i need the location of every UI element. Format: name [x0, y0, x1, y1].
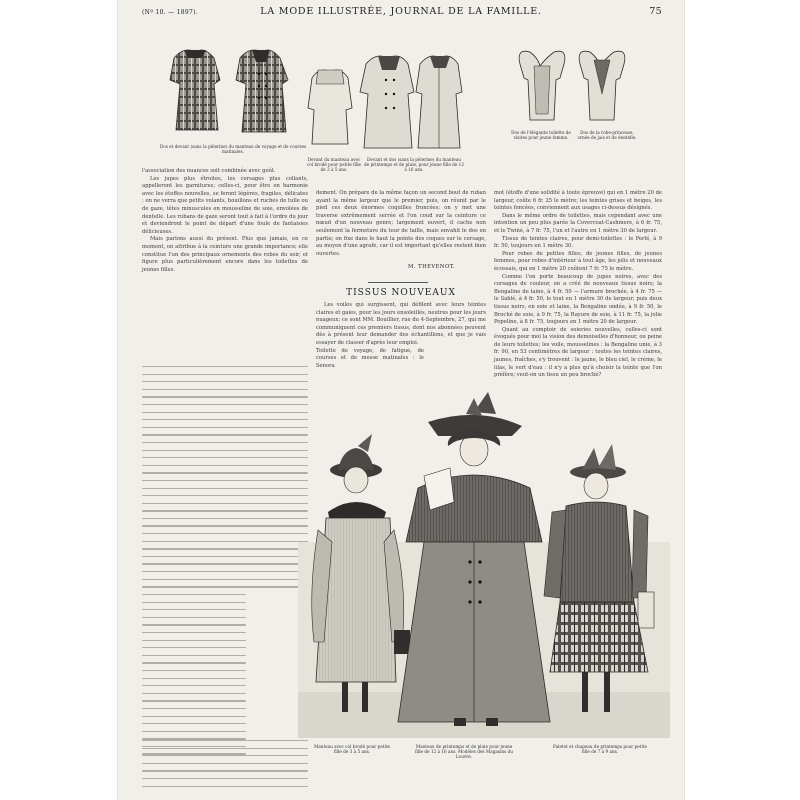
- article-column-2: [316, 190, 486, 258]
- caption-fig5: Dos de la robe-princesse, ornée de jais et de dentelle.: [577, 130, 637, 141]
- figure-little-girl-back: [312, 434, 410, 712]
- caption-bottom-3: Paletot et chapeau de printemps pour petite fille de 7 à 9 ans.: [553, 744, 647, 755]
- illustration-bodices: [510, 44, 636, 128]
- col1-paragraph-3: Mais parlons aussi du présent. Plus que jamais, en ce moment, on attribue à la ceinture une grande importance; elle constitue l'un des principaux ornements des robes du soir, et figure plus particulièrement encore dans les toilettes de jeunes filles.: [142, 236, 308, 273]
- caption-bottom-1: Manteau avec col brodé pour petite fille de 3 à 5 ans.: [314, 744, 390, 755]
- caption-fig4: Dos de l'élégante toilette de visites pour jeune femme.: [511, 130, 571, 141]
- section-title-tissus: TISSUS NOUVEAUX: [346, 288, 456, 298]
- col1-lower-text: [142, 594, 246, 761]
- caption-fig1: Dos et devant (sans la pèlerine) du manteau de voyage et de courses matinales.: [159, 144, 307, 155]
- article-column-3: [494, 190, 662, 380]
- col1-continued-text: [142, 366, 308, 594]
- col2-tissus-paragraph-2: Toilette de voyage, de fatigue, de courses et de messe matinales : le Senora: [316, 347, 424, 369]
- issue-number: (Nº 10. — 1897).: [142, 9, 198, 16]
- col3-paragraph-4: Pour robes de petites filles, de jeunes filles, de jeunes femmes, pour robes d'intérieur à tout âge, les jolis et nouveaux écossais, qui en 1 mètre 20 coûtent 7 fr. 75 le mètre.: [494, 250, 662, 272]
- article-column-1: [142, 168, 308, 274]
- page-header: [118, 0, 684, 26]
- col1-paragraph-2: Les jupes plus étroites, les corsages plus collants, appelleront les garnitures; celles-ci, pour être en harmonie avec les étoffes nouvelles, se feront légères, fragiles, délicates : on ne verra que petits volants, bouillons et ruches de tulle ou de gaze, têtes minuscules en mousseline de soie, envolées de dentelle. Les rubans de gaze seront tout à fait à l'ordre du jour et deviendront le point de départ d'une foule de fantaisies délicieuses.: [142, 175, 308, 235]
- col3-paragraph-6: Quant au comptoir de soieries nouvelles, celles-ci sont évoqués pour moi la vision des demoiselles d'honneur, ou peine de leurs toilettes; les voile, mousselines : la Bengaline unie, à 3 fr. 90, en 53 centimètres de largeur : toutes les teintes claires, jaunes, fraîches, s'y trouvent : le jaune, le bleu ciel, le crème, le lilas, le vert d'eau : il n'y a plus qu'à choisir la teinte que l'on préfère; veut-on un tissu un peu broché?: [494, 326, 662, 379]
- page-number: 75: [649, 6, 662, 17]
- col2-tissus-paragraph: Les voiles qui surgissent, qui défilent avec leurs teintes claires et gaies, pour les jours ensoleillés, neutres pour les jours nuageux; ce sont MM. Bouillier, rue du 4-Septembre, 27, qui me communiquent ces premiers tissus, dont nos abonnées peuvent dès à présent leur demander des échantillons, et que je vais essayer de classer d'après leur emploi.: [316, 302, 486, 346]
- illustration-main-engraving: [298, 392, 670, 738]
- article-column-2-tissus: [316, 302, 486, 370]
- col2-continuation: dement. On prépare de la même façon un second bout de ruban ayant la même largeur que le premier, puis, on réunit par le pied ces deux énormes coquilles froncées; on y met une traverse extrêmement serrée et l'on coud sur la ceinture ce nœud d'un nouveau genre; largement ouvert, il cache non seulement la fermeture du tour de taille, mais envahit le dos en partie; on fixe dans le haut la pointe des coques sur le corsage, au moyen d'une agrafe, car il est important qu'elles restent bien ouvertes.: [316, 190, 486, 257]
- caption-fig3: Devant et dos (sans la pèlerine) du manteau de printemps et de pluie, pour jeune fille de 12 à 16 ans.: [364, 157, 464, 173]
- caption-fig2: Devant du manteau avec col brodé pour petite fille de 3 à 5 ans.: [306, 157, 362, 173]
- illustration-travel-coat: [162, 40, 302, 140]
- illustration-spring-coats: [304, 48, 464, 153]
- journal-title: LA MODE ILLUSTRÉE, JOURNAL DE LA FAMILLE.: [260, 6, 542, 17]
- col3-paragraph-3: Tissus de teintes claires, pour demi-toilettes : le Perlé, à 9 fr. 50, toujours en 1 mètre 30.: [494, 235, 662, 250]
- journal-page: [118, 0, 684, 800]
- col3-paragraph-5: Comme l'on porte beaucoup de jupes noires, avec des corsages de couleur, on a créé de nouveaux tissus noirs; la Bengaline de laine, à 4 fr. 50 — l'armure brochée, à 4 fr. 75 — le Sablé, à 4 fr. 50, le tout en 1 mètre 30 de largeur; puis deux tissus noirs, en soie et laine, la Bengaline ondée, à 9 fr. 50, le Broché de soie, à 9 fr. 75, la Rayure de soie, à 11 fr. 75, la jolie Popeline, à 8 fr. 75, toujours en 1 mètre 20 de largeur.: [494, 273, 662, 326]
- author-signature: M. THEVENOT.: [408, 264, 456, 270]
- col1-intro: l'association des nuances soit combinée avec goût.: [142, 168, 276, 174]
- col1-footer-text: [142, 740, 308, 793]
- section-divider: [368, 282, 428, 283]
- caption-bottom-2: Manteau de printemps et de pluie pour jeune fille de 12 à 16 ans. Modèles des Magasins du Louvre.: [415, 744, 513, 760]
- figure-girl-plaid: [544, 444, 654, 712]
- col3-paragraph-2: Dans le même ordre de toilettes, mais cependant avec une intention un peu plus parée la Covercoat-Cashmere, à 6 fr. 75, et le Twiné, à 7 fr. 75, l'un et l'autre en 1 mètre 30 de largeur.: [494, 212, 662, 234]
- col3-continuation: mot (étoffe d'une solidité à toute épreuve) qui en 1 mètre 20 de largeur, coûte 6 fr. 25 le mètre; les teintes grises et beiges, les teintes foncées, conviennent aux usages ci-dessus désignés.: [494, 190, 662, 212]
